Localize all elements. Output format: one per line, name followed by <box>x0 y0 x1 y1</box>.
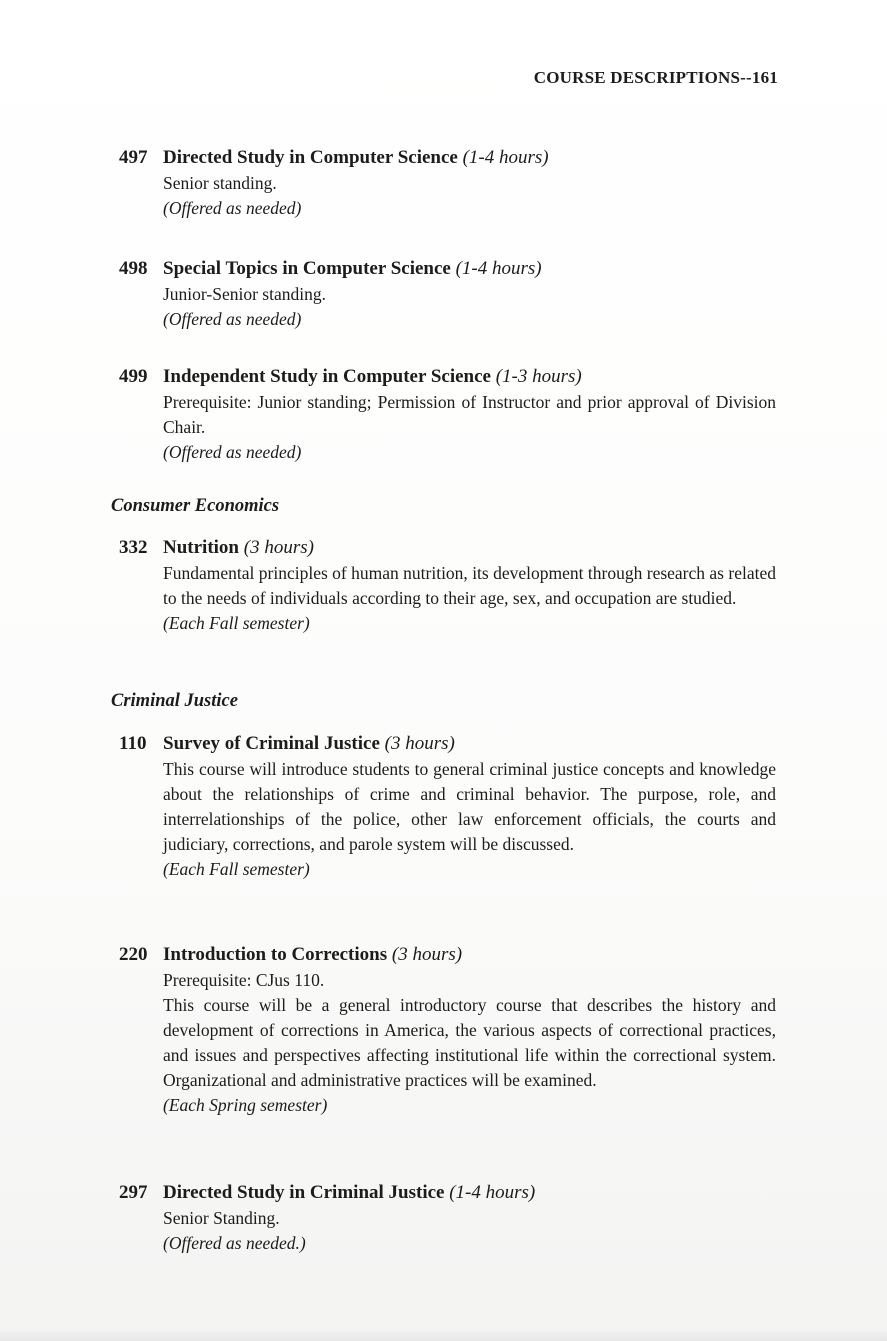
course-number: 110 <box>119 733 147 754</box>
course-heading <box>119 731 799 757</box>
course-title: Introduction to Corrections <box>163 944 388 965</box>
course-offered: (Offered as needed.) <box>163 1233 306 1253</box>
course-text: Fundamental principles of human nutrition, its development through research as related to the needs of individuals according to their age, sex, and occupation are studied. <box>163 563 776 608</box>
course-entry <box>119 942 799 1118</box>
course-heading <box>119 942 799 968</box>
course-text: Prerequisite: Junior standing; Permission of Instructor and prior approval of Division Chair. <box>163 392 776 437</box>
course-offered: (Offered as needed) <box>163 309 302 329</box>
course-hours: (1-4 hours) <box>462 147 549 168</box>
course-body <box>163 757 776 882</box>
course-entry <box>119 364 799 465</box>
course-number: 220 <box>119 944 148 965</box>
course-entry <box>119 535 799 636</box>
section-heading-consumer-economics: Consumer Economics <box>111 496 280 516</box>
course-number: 332 <box>119 537 148 558</box>
course-heading <box>119 256 799 282</box>
course-hours: (3 hours) <box>243 537 314 558</box>
course-hours: (3 hours) <box>384 733 455 754</box>
course-hours: (1-4 hours) <box>455 258 542 279</box>
course-entry <box>119 1180 799 1256</box>
section-heading-criminal-justice: Criminal Justice <box>111 691 238 711</box>
scan-edge-shadow <box>0 1329 887 1341</box>
course-offered: (Offered as needed) <box>163 442 302 462</box>
course-body <box>163 390 776 465</box>
course-heading <box>119 145 799 171</box>
course-body <box>163 968 776 1118</box>
course-heading <box>119 364 799 390</box>
course-prerequisite: Prerequisite: CJus 110. <box>163 970 325 990</box>
course-hours: (1-3 hours) <box>495 366 582 387</box>
course-heading <box>119 1180 799 1206</box>
course-number: 498 <box>119 258 148 279</box>
course-heading <box>119 535 799 561</box>
course-number: 297 <box>119 1182 148 1203</box>
course-body <box>163 561 776 636</box>
course-body <box>163 282 776 332</box>
course-entry <box>119 256 799 332</box>
course-body <box>163 1206 776 1256</box>
course-text: Junior-Senior standing. <box>163 284 326 304</box>
course-title: Survey of Criminal Justice <box>163 733 380 754</box>
course-offered: (Offered as needed) <box>163 198 302 218</box>
course-title: Special Topics in Computer Science <box>163 258 451 279</box>
course-title: Directed Study in Computer Science <box>163 147 458 168</box>
course-text: Senior standing. <box>163 173 277 193</box>
course-entry <box>119 145 799 221</box>
course-text: This course will introduce students to general criminal justice concepts and knowledge about the relationships of crime and criminal behavior. The purpose, role, and interrelationships of the police, other law enforcement officials, the courts and judiciary, corrections, and parole system will be discussed. <box>163 759 776 854</box>
course-title: Nutrition <box>163 537 239 558</box>
course-offered: (Each Spring semester) <box>163 1095 328 1115</box>
course-hours: (1-4 hours) <box>449 1182 536 1203</box>
course-hours: (3 hours) <box>391 944 463 965</box>
running-head: COURSE DESCRIPTIONS--161 <box>533 68 778 87</box>
course-text: Senior Standing. <box>163 1208 280 1228</box>
course-offered: (Each Fall semester) <box>163 859 310 879</box>
course-offered: (Each Fall semester) <box>163 613 310 633</box>
course-number: 499 <box>119 366 148 387</box>
course-title: Directed Study in Criminal Justice <box>163 1182 445 1203</box>
course-number: 497 <box>119 147 148 168</box>
course-title: Independent Study in Computer Science <box>163 366 491 387</box>
course-text: This course will be a general introductory course that describes the history and development of corrections in America, the various aspects of correctional practices, and issues and perspectives affecting institutional life within the correctional system. Organizational and administrative practices will be examined. <box>163 995 776 1090</box>
course-body <box>163 171 776 221</box>
course-entry <box>119 731 799 882</box>
